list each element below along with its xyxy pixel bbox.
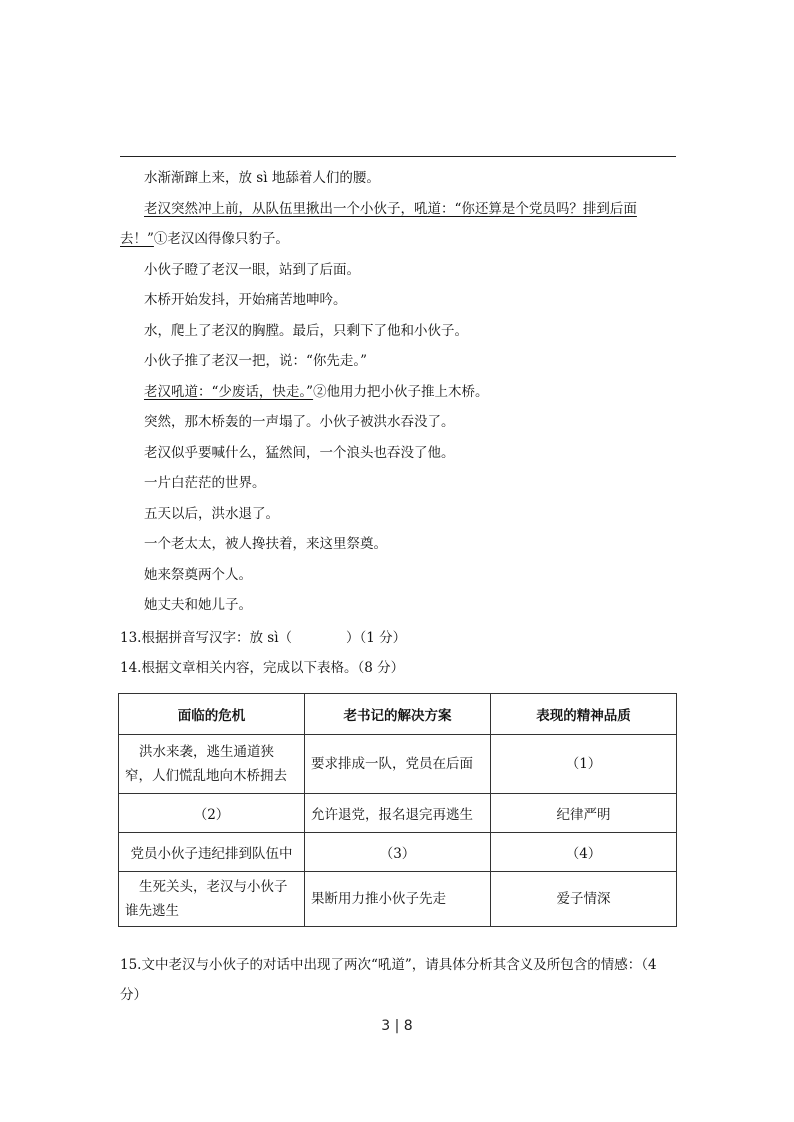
question-15: 15.文中老汉与小伙子的对话中出现了两次“吼道”，请具体分析其含义及所包含的情感：（4 分） bbox=[120, 957, 657, 1003]
table-header-row bbox=[119, 694, 677, 735]
table-row bbox=[119, 872, 677, 927]
question-13: 13.根据拼音写汉字：放 sì（ ）（1 分） bbox=[120, 630, 407, 646]
story-paragraph: 小伙子推了老汉一把，说：“你先走。” bbox=[144, 353, 368, 369]
annotation-2: ②他用力把小伙子推上木桥。 bbox=[313, 383, 489, 400]
story-paragraph: 她丈夫和她儿子。 bbox=[144, 597, 252, 613]
table-cell: 纪律严明 bbox=[491, 794, 677, 833]
table-header-cell: 面临的危机 bbox=[119, 694, 305, 735]
table-cell-blank: （3） bbox=[305, 833, 491, 872]
table-cell-blank: （4） bbox=[491, 833, 677, 872]
story-paragraph-underlined-quote bbox=[120, 377, 680, 408]
table-header-cell: 老书记的解决方案 bbox=[305, 694, 491, 735]
question-14: 14.根据文章相关内容，完成以下表格。（8 分） bbox=[120, 660, 405, 676]
table-cell: 党员小伙子违纪排到队伍中 bbox=[119, 833, 305, 872]
story-paragraph-underlined-quote bbox=[120, 194, 680, 255]
story-paragraph: 一片白茫茫的世界。 bbox=[144, 475, 266, 491]
story-paragraph: 水，爬上了老汉的胸膛。最后，只剩下了他和小伙子。 bbox=[144, 322, 468, 339]
table-cell: 洪水来袭，逃生通道狭窄，人们慌乱地向木桥拥去 bbox=[119, 735, 305, 794]
table-row bbox=[119, 794, 677, 833]
story-paragraph: 她来祭奠两个人。 bbox=[144, 566, 252, 583]
underlined-sentence-1: 老汉突然冲上前，从队伍里揪出一个小伙子，吼道：“你还算是个党员吗？排到后面去！” bbox=[120, 200, 637, 247]
underlined-sentence-2: 老汉吼道：“少废话，快走。” bbox=[144, 383, 314, 400]
story-text bbox=[120, 163, 680, 621]
story-paragraph: 老汉似乎要喊什么，猛然间，一个浪头也吞没了他。 bbox=[144, 444, 455, 461]
header-rule bbox=[120, 156, 676, 157]
page-number: 3 | 8 bbox=[381, 1018, 413, 1034]
story-paragraph: 一个老太太，被人搀扶着，来这里祭奠。 bbox=[144, 536, 387, 552]
table-row bbox=[119, 735, 677, 794]
table-cell: 允许退党，报名退完再逃生 bbox=[305, 794, 491, 833]
story-paragraph: 小伙子瞪了老汉一眼，站到了后面。 bbox=[144, 261, 360, 278]
annotation-1: ①老汉凶得像只豹子。 bbox=[153, 231, 289, 247]
story-paragraph: 水渐渐蹿上来，放 sì 地舔着人们的腰。 bbox=[144, 170, 380, 186]
table-row bbox=[119, 833, 677, 872]
table-cell: 要求排成一队，党员在后面 bbox=[305, 735, 491, 794]
answer-table bbox=[118, 693, 677, 927]
story-paragraph: 突然，那木桥轰的一声塌了。小伙子被洪水吞没了。 bbox=[144, 414, 455, 430]
table-cell: 爱子情深 bbox=[491, 872, 677, 927]
story-paragraph: 五天以后，洪水退了。 bbox=[144, 505, 279, 522]
table-cell-blank: （2） bbox=[119, 794, 305, 833]
table-cell: 生死关头，老汉与小伙子谁先逃生 bbox=[119, 872, 305, 927]
table-cell-blank: （1） bbox=[491, 735, 677, 794]
table-cell: 果断用力推小伙子先走 bbox=[305, 872, 491, 927]
story-paragraph: 木桥开始发抖，开始痛苦地呻吟。 bbox=[144, 292, 347, 308]
table-header-cell: 表现的精神品质 bbox=[491, 694, 677, 735]
